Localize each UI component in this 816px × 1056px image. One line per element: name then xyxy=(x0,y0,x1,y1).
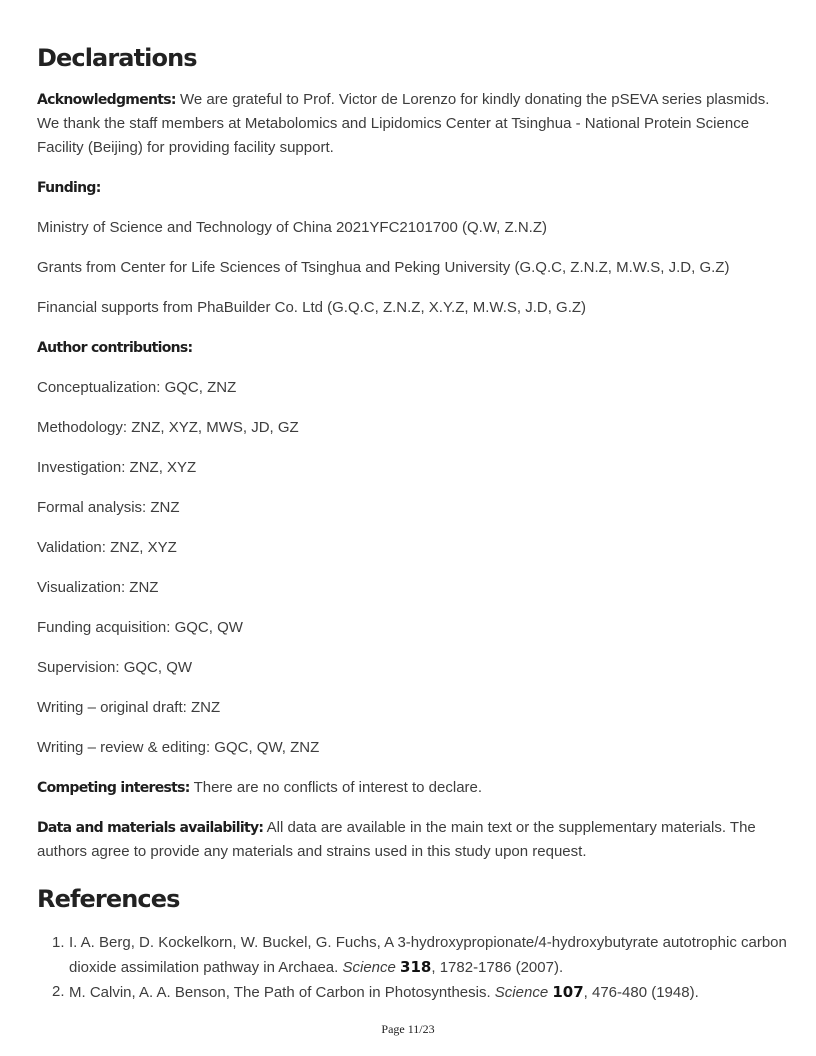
contribution-item: Formal analysis: ZNZ xyxy=(37,499,180,516)
data-availability-label: Data and materials availability: xyxy=(37,820,264,836)
acknowledgments-label: Acknowledgments: xyxy=(37,92,176,108)
competing-interests-paragraph xyxy=(37,776,782,800)
acknowledgments-paragraph xyxy=(37,88,782,160)
funding-label-line xyxy=(37,176,782,200)
reference-volume: 318 xyxy=(400,958,432,976)
acknowledgments-text: We are grateful to Prof. Victor de Lorenzo for kindly donating the pSEVA series plasmids. We thank the staff members at Metabolomics and Lipidomics Center at Tsinghua - National Protein Science Facility (Beijing) for providing facility support. xyxy=(37,91,770,156)
references-heading: References xyxy=(37,885,180,913)
reference-number: 1. xyxy=(52,934,65,951)
reference-text: I. A. Berg, D. Kockelkorn, W. Buckel, G. Fuchs, A 3-hydroxypropionate/4-hydroxybutyrate autotrophic carbon dioxide assimilation pathway in Archaea. xyxy=(69,934,787,976)
references-list xyxy=(37,931,814,1005)
reference-item xyxy=(52,980,814,1005)
funding-label: Funding: xyxy=(37,180,101,196)
reference-pages: , 1782-1786 (2007). xyxy=(431,959,564,976)
reference-pages: , 476-480 (1948). xyxy=(583,984,699,1001)
data-availability-paragraph xyxy=(37,816,782,864)
reference-volume: 107 xyxy=(552,983,584,1001)
funding-item: Ministry of Science and Technology of China 2021YFC2101700 (Q.W, Z.N.Z) xyxy=(37,219,547,236)
author-contributions-label: Author contributions: xyxy=(37,340,193,356)
data-availability-text: All data are available in the main text or the supplementary materials. The authors agree to provide any materials and strains used in this study upon request. xyxy=(37,819,756,860)
competing-interests-label: Competing interests: xyxy=(37,780,190,796)
contribution-item: Methodology: ZNZ, XYZ, MWS, JD, GZ xyxy=(37,419,299,436)
contribution-item: Validation: ZNZ, XYZ xyxy=(37,539,177,556)
reference-number: 2. xyxy=(52,983,65,1000)
contribution-item: Visualization: ZNZ xyxy=(37,579,159,596)
reference-journal: Science xyxy=(494,984,549,1001)
funding-item: Financial supports from PhaBuilder Co. Ltd (G.Q.C, Z.N.Z, X.Y.Z, M.W.S, J.D, G.Z) xyxy=(37,299,587,316)
page-number: Page 11/23 xyxy=(381,1022,435,1036)
competing-interests-text: There are no conflicts of interest to declare. xyxy=(189,779,483,796)
page-footer xyxy=(0,1022,816,1037)
author-contributions-label-line xyxy=(37,336,782,360)
contribution-item: Writing – review & editing: GQC, QW, ZNZ xyxy=(37,739,320,756)
funding-item: Grants from Center for Life Sciences of Tsinghua and Peking University (G.Q.C, Z.N.Z, M.W.S, J.D, G.Z) xyxy=(37,259,730,276)
reference-item xyxy=(52,931,814,980)
contribution-item: Investigation: ZNZ, XYZ xyxy=(37,459,197,476)
contribution-item: Supervision: GQC, QW xyxy=(37,659,193,676)
declarations-heading: Declarations xyxy=(37,44,197,72)
contribution-item: Conceptualization: GQC, ZNZ xyxy=(37,379,237,396)
contribution-item: Funding acquisition: GQC, QW xyxy=(37,619,243,636)
reference-journal: Science xyxy=(342,959,396,976)
reference-text: M. Calvin, A. A. Benson, The Path of Carbon in Photosynthesis. xyxy=(69,984,495,1001)
contribution-item: Writing – original draft: ZNZ xyxy=(37,699,221,716)
